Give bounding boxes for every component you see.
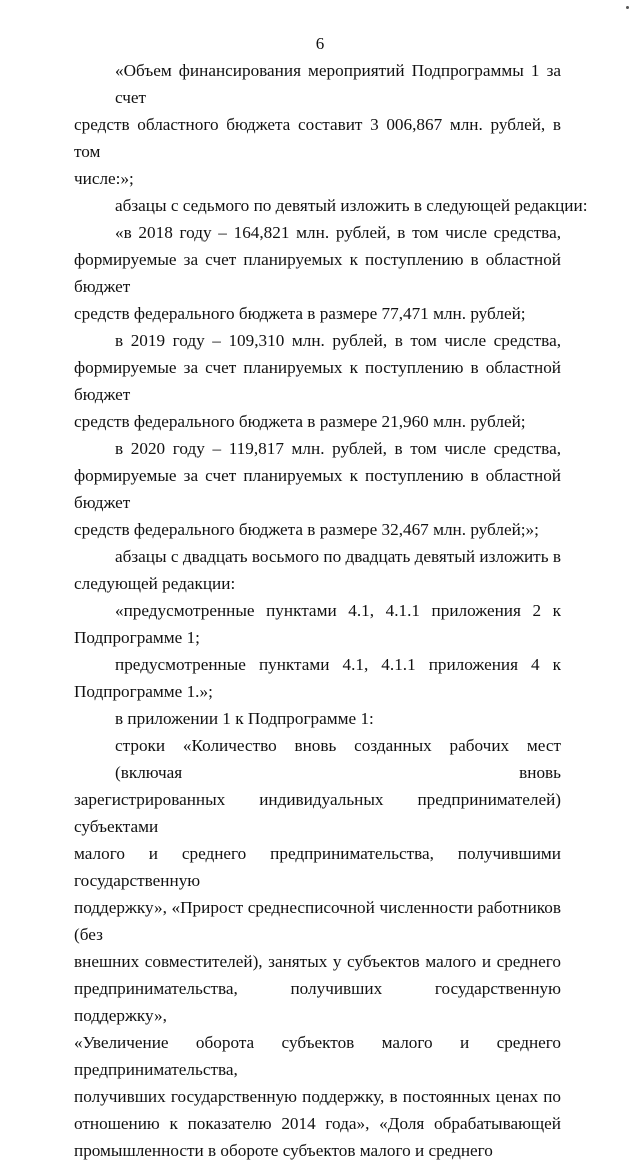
text-line: «Объем финансирования мероприятий Подпрограммы 1 за счет (115, 61, 561, 107)
text-line: средств федерального бюджета в размере 32,467 млн. рублей;»; (74, 520, 539, 539)
text-line: промышленности в обороте субъектов малого и среднего (74, 1141, 493, 1160)
text-line: формируемые за счет планируемых к поступлению в областной бюджет (74, 466, 561, 512)
text-line: «предусмотренные пунктами 4.1, 4.1.1 приложения 2 к (115, 601, 561, 620)
text-line: средств федерального бюджета в размере 21,960 млн. рублей; (74, 412, 526, 431)
text-line: «в 2018 году – 164,821 млн. рублей, в том числе средства, (115, 223, 561, 242)
document-body (74, 57, 588, 1164)
paragraph (74, 327, 561, 435)
text-line: предпринимательства, получивших государственную поддержку», (74, 979, 561, 1025)
text-line: внешних совместителей), занятых у субъектов малого и среднего (74, 952, 561, 971)
text-line: средств областного бюджета составит 3 006,867 млн. рублей, в том (74, 115, 561, 161)
text-line: Подпрограмме 1.»; (74, 682, 213, 701)
page-number: 6 (315, 34, 325, 53)
text-line: средств федерального бюджета в размере 77,471 млн. рублей; (74, 304, 526, 323)
paragraph (74, 543, 561, 597)
paragraph (74, 732, 561, 1164)
text-line: получивших государственную поддержку, в постоянных ценах по (74, 1087, 561, 1106)
text-line: предусмотренные пунктами 4.1, 4.1.1 приложения 4 к (115, 655, 561, 674)
text-line: в 2020 году – 119,817 млн. рублей, в том числе средства, (115, 439, 561, 458)
paragraph (74, 435, 561, 543)
text-line: абзацы с седьмого по девятый изложить в следующей редакции: (115, 196, 588, 215)
paragraph (74, 192, 588, 219)
paragraph (74, 57, 561, 192)
text-line: малого и среднего предпринимательства, получившими государственную (74, 844, 561, 890)
text-line: отношению к показателю 2014 года», «Доля обрабатывающей (74, 1114, 561, 1133)
text-line: поддержку», «Прирост среднесписочной численности работников (без (74, 898, 561, 944)
text-line: «Увеличение оборота субъектов малого и среднего предпринимательства, (74, 1033, 561, 1079)
paragraph (74, 705, 561, 732)
text-line: числе:»; (74, 169, 134, 188)
text-line: строки «Количество вновь созданных рабочих мест (включая вновь (115, 736, 561, 782)
text-line: в 2019 году – 109,310 млн. рублей, в том числе средства, (115, 331, 561, 350)
text-line: Подпрограмме 1; (74, 628, 200, 647)
text-line: формируемые за счет планируемых к поступлению в областной бюджет (74, 358, 561, 404)
paragraph (74, 597, 561, 651)
text-line: формируемые за счет планируемых к поступлению в областной бюджет (74, 250, 561, 296)
text-line: абзацы с двадцать восьмого по двадцать девятый изложить в (115, 547, 561, 566)
scan-speck (626, 6, 629, 9)
text-line: в приложении 1 к Подпрограмме 1: (115, 709, 374, 728)
paragraph (74, 651, 561, 705)
paragraph (74, 219, 561, 327)
text-line: следующей редакции: (74, 574, 236, 593)
text-line: зарегистрированных индивидуальных предпринимателей) субъектами (74, 790, 561, 836)
